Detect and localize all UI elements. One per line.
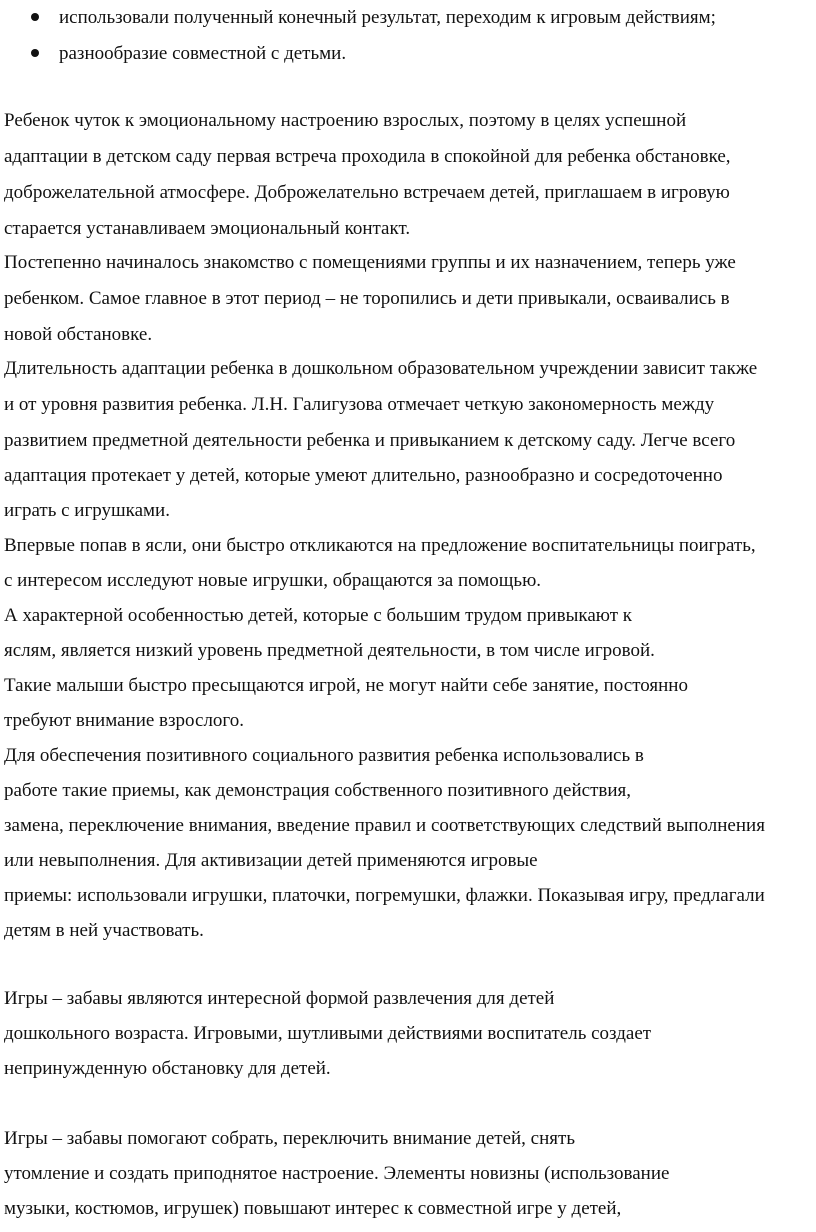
text-line: требуют внимание взрослого. xyxy=(4,710,244,731)
text-line: детям в ней участвовать. xyxy=(4,920,204,941)
text-line: адаптации в детском саду первая встреча проходила в спокойной для ребенка обстановке, xyxy=(4,146,731,167)
text-line: замена, переключение внимания, введение правил и соответствующих следствий выполнения xyxy=(4,815,765,836)
text-line: новой обстановке. xyxy=(4,324,153,345)
text-line: Впервые попав в ясли, они быстро откликаются на предложение воспитательницы поиграть, xyxy=(4,535,756,556)
text-line: дошкольного возраста. Игровыми, шутливыми действиями воспитатель создает xyxy=(4,1023,652,1044)
text-line: ребенком. Самое главное в этот период – не торопились и дети привыкали, осваивались в xyxy=(4,288,730,309)
text-line: работе такие приемы, как демонстрация собственного позитивного действия, xyxy=(4,780,632,801)
bullet-text: использовали полученный конечный результат, переходим к игровым действиям; xyxy=(59,7,716,28)
bullet-text: разнообразие совместной с детьми. xyxy=(59,43,347,64)
text-line: Постепенно начиналось знакомство с помещениями группы и их назначением, теперь уже xyxy=(4,252,736,273)
text-line: Длительность адаптации ребенка в дошкольном образовательном учреждении зависит также xyxy=(4,358,758,379)
text-line: доброжелательной атмосфере. Доброжелательно встречаем детей, приглашаем в игровую xyxy=(4,182,730,203)
text-line: старается устанавливаем эмоциональный контакт. xyxy=(4,218,411,239)
bullet-dot-icon xyxy=(31,13,39,21)
bullet-dot-icon xyxy=(31,49,39,57)
text-line: играть с игрушками. xyxy=(4,500,170,521)
text-line: с интересом исследуют новые игрушки, обращаются за помощью. xyxy=(4,570,542,591)
text-line: утомление и создать приподнятое настроение. Элементы новизны (использование xyxy=(4,1163,670,1184)
text-line: адаптация протекает у детей, которые умеют длительно, разнообразно и сосредоточенно xyxy=(4,465,723,486)
text-line: Для обеспечения позитивного социального развития ребенка использовались в xyxy=(4,745,644,766)
text-line: приемы: использовали игрушки, платочки, погремушки, флажки. Показывая игру, предлагали xyxy=(4,885,765,906)
bullet-item xyxy=(0,0,816,36)
text-line: музыки, костюмов, игрушек) повышают интерес к совместной игре у детей, xyxy=(4,1198,622,1219)
text-line: Ребенок чуток к эмоциональному настроению взрослых, поэтому в целях успешной xyxy=(4,110,687,131)
text-line: Игры – забавы помогают собрать, переключить внимание детей, снять xyxy=(4,1128,575,1149)
text-line: Такие малыши быстро пресыщаются игрой, не могут найти себе занятие, постоянно xyxy=(4,675,688,696)
text-line: развитием предметной деятельности ребенка и привыканием к детскому саду. Легче всего xyxy=(4,430,736,451)
text-line: Игры – забавы являются интересной формой развлечения для детей xyxy=(4,988,555,1009)
text-line: А характерной особенностью детей, которые с большим трудом привыкают к xyxy=(4,605,632,626)
text-line: и от уровня развития ребенка. Л.Н. Галигузова отмечает четкую закономерность между xyxy=(4,394,715,415)
text-line: или невыполнения. Для активизации детей применяются игровые xyxy=(4,850,538,871)
bullet-item xyxy=(0,36,816,72)
text-line: непринужденную обстановку для детей. xyxy=(4,1058,331,1079)
text-line: яслям, является низкий уровень предметной деятельности, в том числе игровой. xyxy=(4,640,655,661)
